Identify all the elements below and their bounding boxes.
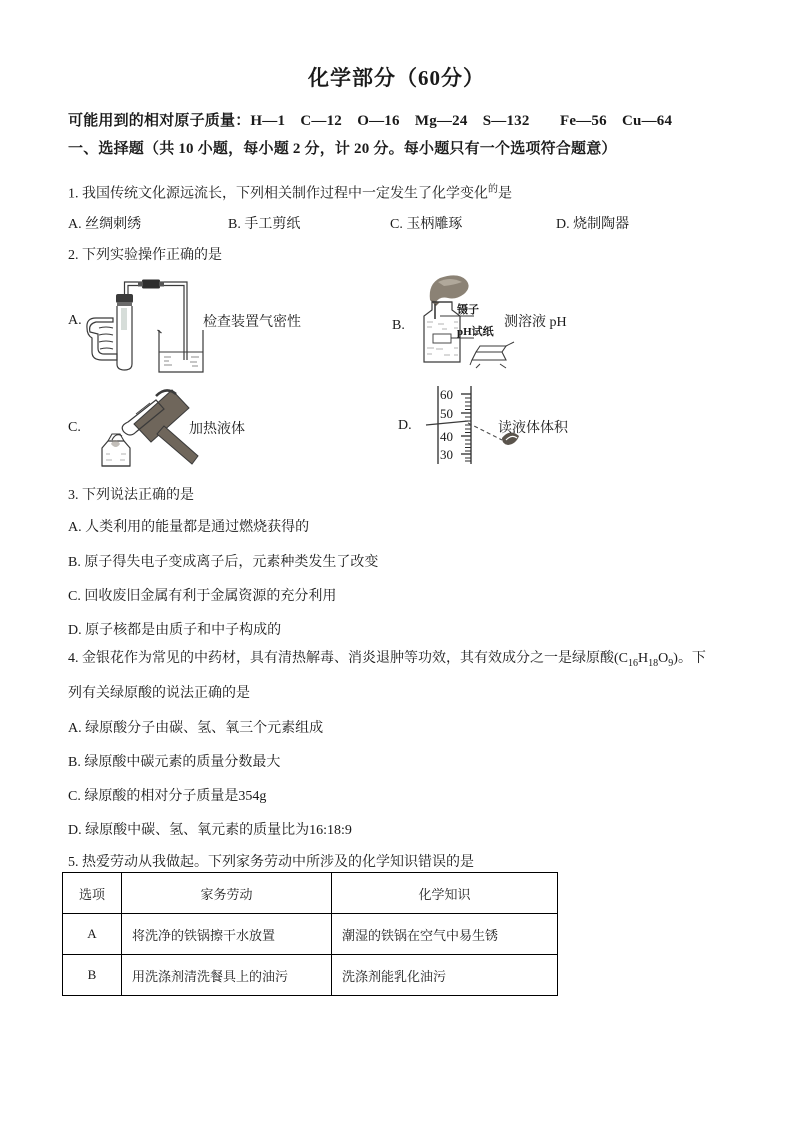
table-header-option: 选项 [63, 873, 122, 914]
housework-chemistry-table [62, 872, 558, 996]
svg-text:40: 40 [440, 429, 453, 444]
question-1-number: 1. [68, 186, 79, 202]
question-1-stem-text: 我国传统文化源远流长，下列相关制作过程中一定发生了化学变化 [82, 186, 488, 202]
option-text: 玉柄雕琢 [406, 217, 463, 232]
formula-h: H [638, 651, 649, 666]
chlorogenic-acid-formula [614, 651, 678, 669]
question-3-option-c[interactable] [68, 586, 336, 607]
question-1-option-d[interactable] [556, 214, 629, 235]
table-row [63, 955, 558, 996]
option-label: A. [68, 721, 82, 736]
formula-h-sub: 18 [648, 657, 659, 669]
question-4-option-a[interactable] [68, 718, 323, 739]
question-3-option-b[interactable] [68, 552, 378, 573]
table-cell-knowledge: 潮湿的铁锅在空气中易生锈 [332, 914, 558, 955]
airtightness-test-apparatus [86, 272, 204, 377]
table-row [63, 914, 558, 955]
option-text: 绿原酸的相对分子质量是354g [84, 789, 267, 804]
question-4-stem-line1 [68, 648, 706, 671]
question-1-stem-sup: 的 [488, 184, 498, 195]
table-header-task: 家务劳动 [122, 873, 332, 914]
option-label: D. [68, 823, 82, 838]
question-2-option-d-caption: 读液体体积 [498, 421, 568, 436]
option-label: B. [228, 217, 241, 232]
option-label: D. [68, 623, 82, 638]
formula-close-paren: ) [673, 651, 678, 666]
section-heading: 一、选择题（共 10 小题，每小题 2 分，计 20 分。每小题只有一个选项符合题意） [68, 141, 617, 157]
option-label: B. [68, 755, 81, 770]
question-1-stem-tail: 是 [498, 186, 512, 202]
question-3-stem-text: 下列说法正确的是 [82, 488, 194, 503]
option-text: 绿原酸中碳、氢、氧元素的质量比为16:18:9 [85, 823, 352, 838]
question-2-option-a-label[interactable]: A. [68, 313, 82, 328]
option-label: D. [556, 217, 570, 232]
table-cell-task: 用洗涤剂清洗餐具上的油污 [122, 955, 332, 996]
formula-o: O [658, 651, 669, 666]
table-cell-knowledge: 洗涤剂能乳化油污 [332, 955, 558, 996]
question-4-stem-text: 金银花作为常见的中药材，具有清热解毒、消炎退肿等功效，其有效成分之一是绿原酸 [82, 651, 614, 666]
question-1-option-b[interactable] [228, 214, 300, 235]
svg-text:30: 30 [440, 447, 453, 462]
question-4-stem-tail: 。下 [677, 651, 706, 666]
question-4-number: 4. [68, 651, 79, 666]
svg-text:60: 60 [440, 387, 453, 402]
question-2-option-a-caption: 检查装置气密性 [203, 315, 301, 330]
option-label: C. [390, 217, 403, 232]
question-1-option-c[interactable] [390, 214, 462, 235]
option-text: 丝绸刺绣 [85, 217, 142, 232]
question-2-option-c-label[interactable]: C. [68, 420, 81, 435]
option-label: A. [68, 520, 82, 535]
question-3-stem [68, 485, 194, 506]
option-text: 原子得失电子变成离子后，元素种类发生了改变 [84, 555, 379, 570]
question-3-option-a[interactable] [68, 517, 309, 538]
question-4-option-d[interactable] [68, 820, 352, 841]
formula-c-sub: 16 [628, 657, 639, 669]
option-label: B. [68, 555, 81, 570]
option-text: 烧制陶器 [573, 217, 630, 232]
question-2-option-b-label[interactable]: B. [392, 318, 405, 333]
option-text: 人类利用的能量都是通过燃烧获得的 [85, 520, 310, 535]
option-text: 原子核都是由质子和中子构成的 [85, 623, 282, 638]
question-5-stem [68, 852, 474, 873]
tweezers-label: 镊子 [457, 304, 479, 316]
question-2-number: 2. [68, 248, 79, 263]
option-text: 绿原酸分子由碳、氢、氧三个元素组成 [85, 721, 324, 736]
table-cell-task: 将洗净的铁锅擦干水放置 [122, 914, 332, 955]
table-cell-option: A [63, 914, 122, 955]
formula-c: C [618, 651, 629, 666]
option-label: C. [68, 589, 81, 604]
option-label: C. [68, 789, 81, 804]
table-header-row [63, 873, 558, 914]
option-text: 手工剪纸 [244, 217, 301, 232]
atomic-masses-line: 可能用到的相对原子质量：H—1 C—12 O—16 Mg—24 S—132 Fe—56 Cu—64 [68, 113, 673, 129]
question-4-option-b[interactable] [68, 752, 280, 773]
question-5-number: 5. [68, 855, 79, 870]
question-3-option-d[interactable] [68, 620, 281, 641]
table-cell-option: B [63, 955, 122, 996]
option-label: A. [68, 217, 82, 232]
question-4-option-c[interactable] [68, 786, 266, 807]
question-2-option-d-label[interactable]: D. [398, 418, 412, 433]
question-1-stem [68, 182, 512, 205]
question-3-number: 3. [68, 488, 79, 503]
page-title: 化学部分（60分） [308, 66, 485, 90]
option-text: 回收废旧金属有利于金属资源的充分利用 [84, 589, 337, 604]
question-2-stem [68, 245, 222, 266]
question-2-option-c-caption: 加热液体 [189, 422, 245, 437]
formula-open-paren: ( [614, 651, 619, 666]
question-5-stem-text: 热爱劳动从我做起。下列家务劳动中所涉及的化学知识错误的是 [82, 855, 474, 870]
question-2-stem-text: 下列实验操作正确的是 [82, 248, 222, 263]
table-header-knowledge: 化学知识 [332, 873, 558, 914]
option-text: 绿原酸中碳元素的质量分数最大 [84, 755, 281, 770]
question-1-option-a[interactable] [68, 214, 141, 235]
question-4-stem-line2: 列有关绿原酸的说法正确的是 [68, 686, 250, 701]
formula-o-sub: 9 [668, 657, 674, 669]
ph-paper-label: pH试纸 [457, 326, 494, 338]
question-2-option-b-caption: 测溶液 pH [504, 315, 567, 330]
svg-text:50: 50 [440, 406, 453, 421]
